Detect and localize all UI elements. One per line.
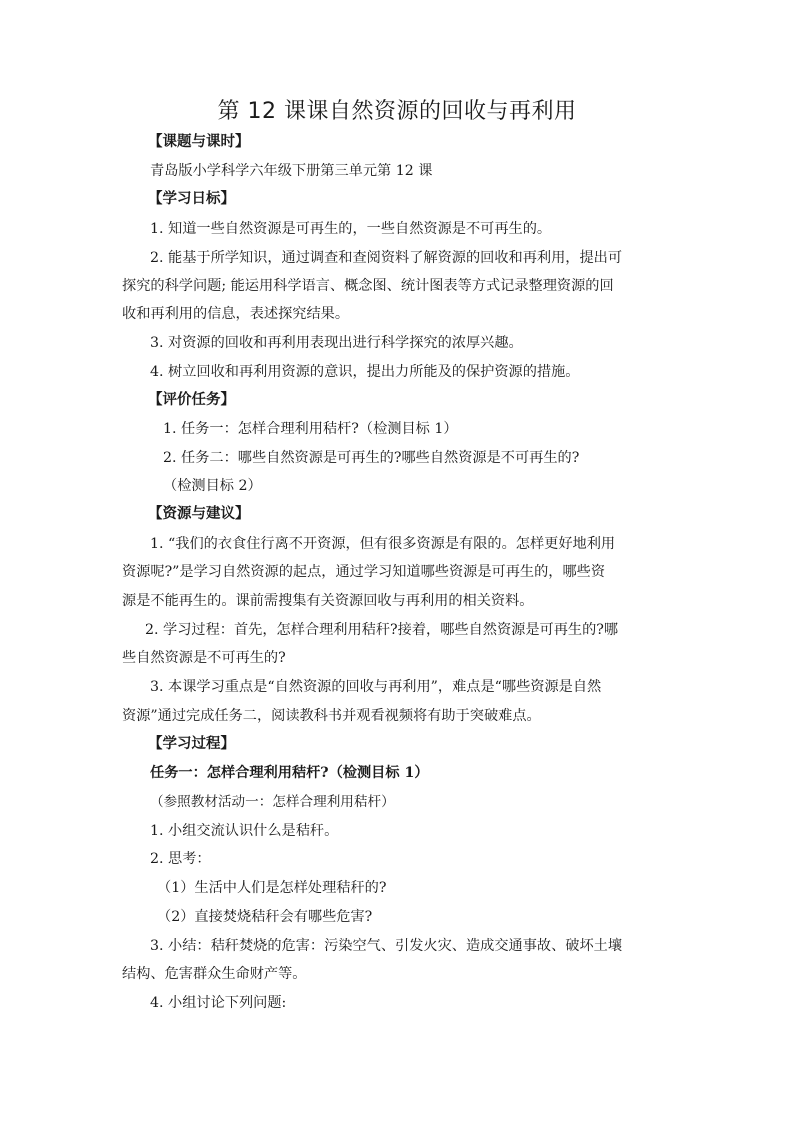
- resources-item-1-line-1: 1. “我们的衣食住行离不开资源，但有很多资源是有限的。怎样更好地利用: [150, 536, 616, 552]
- resources-item-2-line-2: 些自然资源是不可再生的?: [122, 650, 286, 666]
- process-question-1: （1）生活中人们是怎样处理秸秆的?: [157, 880, 387, 896]
- resources-item-1-line-2: 资源呢?”是学习自然资源的起点，通过学习知道哪些资源是可再生的，哪些资: [122, 564, 606, 580]
- evaluation-task-2-line-2: （检测目标 2）: [163, 478, 262, 494]
- objective-item-2-line-1: 2. 能基于所学知识，通过调查和查阅资料了解资源的回收和再利用，提出可: [150, 250, 623, 266]
- resources-heading: 【资源与建议】: [148, 506, 250, 522]
- page-title: 第 12 课课自然资源的回收与再利用: [217, 99, 577, 124]
- objective-item-3: 3. 对资源的回收和再利用表现出进行科学探究的浓厚兴趣。: [150, 335, 523, 351]
- objectives-heading: 【学习日标】: [148, 191, 235, 207]
- course-text: 青岛版小学科学六年级下册第三单元第 12 课: [150, 163, 433, 179]
- process-step-1: 1. 小组交流认识什么是秸秆。: [150, 823, 339, 839]
- process-step-3-line-2: 结构、危害群众生命财产等。: [122, 966, 307, 982]
- resources-item-3-line-2: 资源”通过完成任务二，阅读教科书并观看视频将有助于突破难点。: [122, 708, 541, 724]
- objective-item-1: 1. 知道一些自然资源是可再生的，一些自然资源是不可再生的。: [150, 221, 552, 237]
- process-step-3-line-1: 3. 小结：秸秆焚烧的危害：污染空气、引发火灾、造成交通事故、破坏土壤: [150, 938, 623, 954]
- resources-item-1-line-3: 源是不能再生的。课前需搜集有关资源回收与再利用的相关资料。: [122, 593, 534, 609]
- process-step-4: 4. 小组讨论下列问题:: [150, 995, 287, 1011]
- evaluation-heading: 【评价任务】: [148, 392, 235, 408]
- process-task-1-title: 任务一：怎样合理利用秸杆?（检测目标 1）: [150, 765, 429, 781]
- process-question-2: （2）直接焚烧秸秆会有哪些危害?: [157, 909, 373, 925]
- process-reference: （参照教材活动一：怎样合理利用秸杆）: [150, 794, 395, 810]
- evaluation-task-1: 1. 任务一：怎样合理利用秸杆?（检测目标 1）: [163, 421, 458, 437]
- evaluation-task-2-line-1: 2. 任务二：哪些自然资源是可再生的?哪些自然资源是不可再生的?: [163, 450, 580, 466]
- objective-item-4: 4. 树立回收和再利用资源的意识，提出力所能及的保护资源的措施。: [150, 364, 580, 380]
- process-step-2: 2. 思考：: [150, 851, 211, 867]
- objective-item-2-line-2: 探究的科学问题; 能运用科学语言、概念图、统计图表等方式记录整理资源的回: [122, 278, 614, 294]
- course-heading: 【课题与课时】: [148, 134, 250, 150]
- resources-item-2-line-1: 2. 学习过程：首先，怎样合理利用秸秆?接着，哪些自然资源是可再生的?哪: [145, 622, 619, 638]
- resources-item-3-line-1: 3. 本课学习重点是“自然资源的回收与再利用”，难点是“哪些资源是自然: [150, 679, 602, 695]
- objective-item-2-line-3: 收和再利用的信息，表述探究结果。: [122, 306, 350, 322]
- process-heading: 【学习过程】: [148, 736, 235, 752]
